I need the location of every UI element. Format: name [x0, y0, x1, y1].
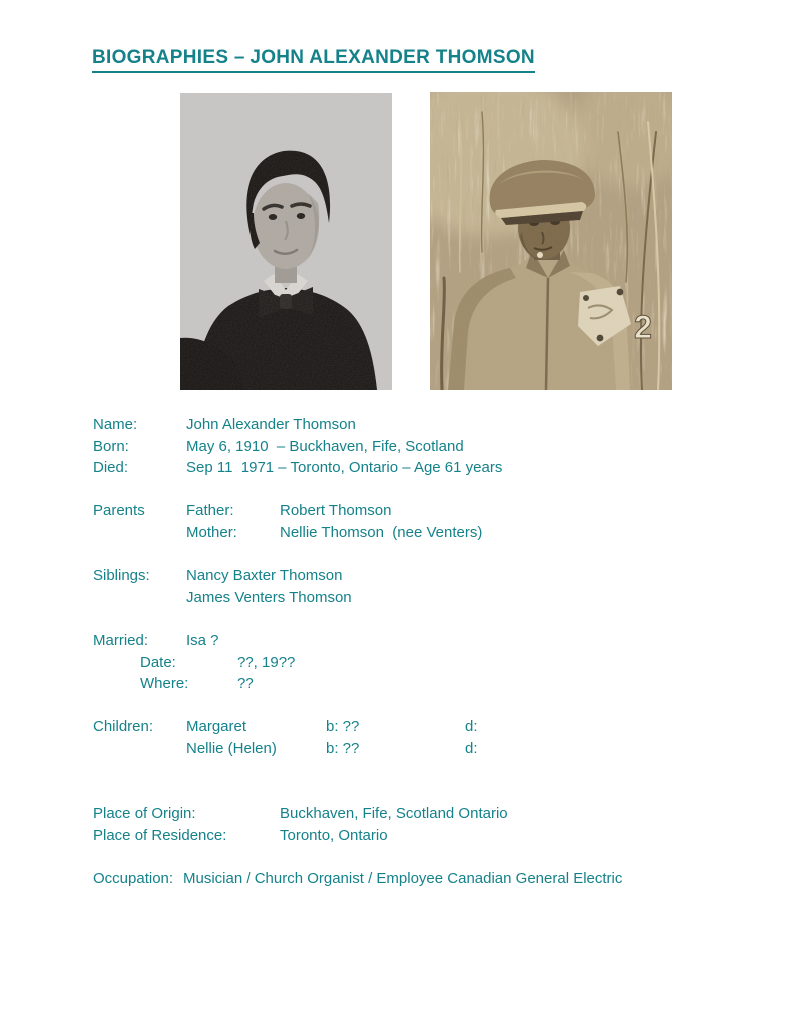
occupation-label: Occupation: — [93, 870, 174, 887]
died-row — [93, 457, 733, 478]
child-1-died: d: — [465, 718, 478, 735]
mother-label: Mother: — [186, 524, 237, 541]
name-value: John Alexander Thomson — [186, 416, 356, 433]
origin-value: Buckhaven, Fife, Scotland Ontario — [280, 805, 508, 822]
occupation-row — [93, 868, 733, 889]
married-where-value: ?? — [237, 675, 254, 692]
married-row — [93, 630, 733, 651]
jersey-number: 2 — [634, 309, 652, 345]
spouse-value: Isa ? — [186, 632, 219, 649]
siblings-row-2 — [93, 587, 733, 608]
origin-row — [93, 803, 733, 824]
residence-value: Toronto, Ontario — [280, 827, 388, 844]
married-where-row — [93, 673, 733, 694]
sibling-1: Nancy Baxter Thomson — [186, 567, 343, 584]
mother-row — [93, 522, 733, 543]
born-value: May 6, 1910 – Buckhaven, Fife, Scotland — [186, 438, 464, 455]
married-label: Married: — [93, 632, 149, 649]
photo-boy-image — [180, 93, 392, 390]
died-value: Sep 11 1971 – Toronto, Ontario – Age 61 years — [186, 459, 503, 476]
residence-label: Place of Residence: — [93, 827, 227, 844]
child-1-born: b: ?? — [326, 718, 360, 735]
parents-label: Parents — [93, 502, 145, 519]
child-2-name: Nellie (Helen) — [186, 740, 277, 757]
died-label: Died: — [93, 459, 129, 476]
siblings-label: Siblings: — [93, 567, 150, 584]
married-date-row — [93, 652, 733, 673]
child-2-born: b: ?? — [326, 740, 360, 757]
page-title: BIOGRAPHIES – JOHN ALEXANDER THOMSON — [92, 47, 535, 73]
born-label: Born: — [93, 438, 129, 455]
married-date-label: Date: — [140, 654, 176, 671]
married-where-label: Where: — [140, 675, 189, 692]
father-label: Father: — [186, 502, 234, 519]
child-row-2 — [93, 738, 733, 759]
photo-boy-portrait — [180, 93, 392, 390]
child-row-1 — [93, 716, 733, 737]
born-row — [93, 436, 733, 457]
mother-value: Nellie Thomson (nee Venters) — [280, 524, 483, 541]
children-label: Children: — [93, 718, 154, 735]
photo-adult-image — [430, 92, 672, 390]
married-date-value: ??, 19?? — [237, 654, 296, 671]
father-value: Robert Thomson — [280, 502, 392, 519]
residence-row — [93, 825, 733, 846]
occupation-value: Musician / Church Organist / Employee Canadian General Electric — [183, 870, 623, 887]
origin-label: Place of Origin: — [93, 805, 196, 822]
child-1-name: Margaret — [186, 718, 247, 735]
father-row — [93, 500, 733, 521]
name-label: Name: — [93, 416, 138, 433]
name-row — [93, 414, 733, 435]
sibling-2: James Venters Thomson — [186, 589, 352, 606]
photo-adult-portrait — [430, 92, 672, 390]
child-2-died: d: — [465, 740, 478, 757]
siblings-row-1 — [93, 565, 733, 586]
